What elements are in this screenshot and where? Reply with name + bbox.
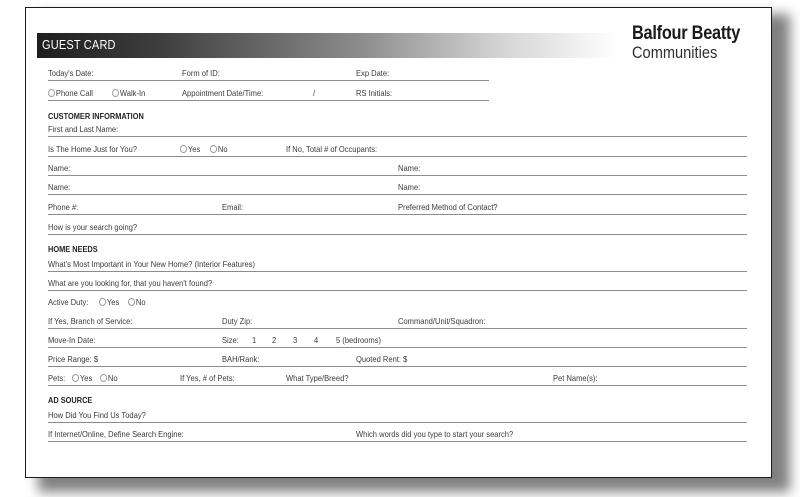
logo-main-text: Balfour Beatty <box>632 23 741 44</box>
home-needs-heading: HOME NEEDS <box>48 244 98 254</box>
name-label: Name: <box>48 182 71 192</box>
no-radio[interactable] <box>100 374 107 382</box>
type-breed-label: What Type/Breed? <box>286 373 349 383</box>
phone-call-radio[interactable] <box>48 89 55 97</box>
pets-label: Pets: <box>48 373 66 383</box>
yes-radio[interactable] <box>180 145 187 153</box>
rs-initials-label: RS Initials: <box>356 88 393 98</box>
first-last-name-row[interactable] <box>48 118 747 137</box>
preferred-contact-label: Preferred Method of Contact? <box>398 202 498 212</box>
name-label: Name: <box>398 182 421 192</box>
phone-label: Phone #: <box>48 202 79 212</box>
size-label: Size: <box>222 335 239 345</box>
contact-row[interactable] <box>48 196 747 215</box>
looking-for-row[interactable] <box>48 272 747 291</box>
appointment-separator: / <box>313 88 316 98</box>
how-find-label: How Did You Find Us Today? <box>48 410 146 420</box>
occupant-name-row-1[interactable] <box>48 157 747 176</box>
yes-radio[interactable] <box>99 298 106 306</box>
email-label: Email: <box>222 202 244 212</box>
size-option-5[interactable]: 5 (bedrooms) <box>336 335 381 345</box>
walk-in-option[interactable]: Walk-In <box>112 88 145 98</box>
total-occupants-label: If No, Total # of Occupants: <box>286 144 378 154</box>
pets-no[interactable]: No <box>100 373 118 383</box>
size-option-2[interactable]: 2 <box>272 335 277 345</box>
yes-radio[interactable] <box>72 374 79 382</box>
search-words-label: Which words did you type to start your search? <box>356 429 514 439</box>
todays-date-label: Today's Date: <box>48 68 94 78</box>
price-range-label: Price Range: $ <box>48 354 99 364</box>
bah-rank-label: BAH/Rank: <box>222 354 260 364</box>
home-just-for-you-no[interactable]: No <box>210 144 228 154</box>
active-duty-no[interactable]: No <box>128 297 146 307</box>
active-duty-yes[interactable]: Yes <box>99 297 119 307</box>
price-range-row[interactable] <box>48 348 747 367</box>
move-in-row <box>48 329 747 348</box>
duty-zip-label: Duty Zip: <box>222 316 253 326</box>
ad-source-heading: AD SOURCE <box>48 395 93 405</box>
most-important-label: What's Most Important in Your New Home? (Interior Features) <box>48 259 255 269</box>
phone-call-option[interactable]: Phone Call <box>48 88 93 98</box>
move-in-label: Move-In Date: <box>48 335 96 345</box>
size-option-3[interactable]: 3 <box>293 335 298 345</box>
search-engine-label: If Internet/Online, Define Search Engine: <box>48 429 184 439</box>
home-just-for-you-yes[interactable]: Yes <box>180 144 200 154</box>
todays-date-row[interactable] <box>48 62 489 81</box>
size-option-1[interactable]: 1 <box>252 335 257 345</box>
branch-label: If Yes, Branch of Service: <box>48 316 133 326</box>
num-pets-label: If Yes, # of Pets: <box>180 373 235 383</box>
active-duty-label: Active Duty: <box>48 297 89 307</box>
search-going-label: How is your search going? <box>48 222 138 232</box>
customer-information-heading: CUSTOMER INFORMATION <box>48 111 144 121</box>
how-find-row[interactable] <box>48 404 747 423</box>
header-bar <box>37 33 617 58</box>
no-radio[interactable] <box>210 145 217 153</box>
occupant-name-row-2[interactable] <box>48 176 747 195</box>
exp-date-label: Exp Date: <box>356 68 390 78</box>
contact-type-row <box>48 82 489 101</box>
logo-sub-text: Communities <box>632 43 718 62</box>
no-radio[interactable] <box>128 298 135 306</box>
active-duty-row <box>48 291 747 309</box>
most-important-row[interactable] <box>48 253 747 272</box>
form-of-id-label: Form of ID: <box>182 68 220 78</box>
quoted-rent-label: Quoted Rent: $ <box>356 354 408 364</box>
company-logo <box>632 24 758 61</box>
form-title: GUEST CARD <box>42 38 116 52</box>
search-going-row[interactable] <box>48 216 747 235</box>
pets-row <box>48 367 747 386</box>
appointment-label: Appointment Date/Time: <box>182 88 264 98</box>
command-label: Command/Unit/Squadron: <box>398 316 486 326</box>
branch-row[interactable] <box>48 310 747 329</box>
pet-names-label: Pet Name(s): <box>553 373 598 383</box>
guest-card-form <box>25 7 772 478</box>
looking-for-label: What are you looking for, that you haven't found? <box>48 278 213 288</box>
home-just-for-you-label: Is The Home Just for You? <box>48 144 137 154</box>
walk-in-radio[interactable] <box>112 89 119 97</box>
first-last-name-label: First and Last Name: <box>48 124 119 134</box>
search-engine-row[interactable] <box>48 423 747 442</box>
size-option-4[interactable]: 4 <box>314 335 319 345</box>
home-just-for-you-row <box>48 138 747 157</box>
pets-yes[interactable]: Yes <box>72 373 92 383</box>
name-label: Name: <box>48 163 71 173</box>
name-label: Name: <box>398 163 421 173</box>
